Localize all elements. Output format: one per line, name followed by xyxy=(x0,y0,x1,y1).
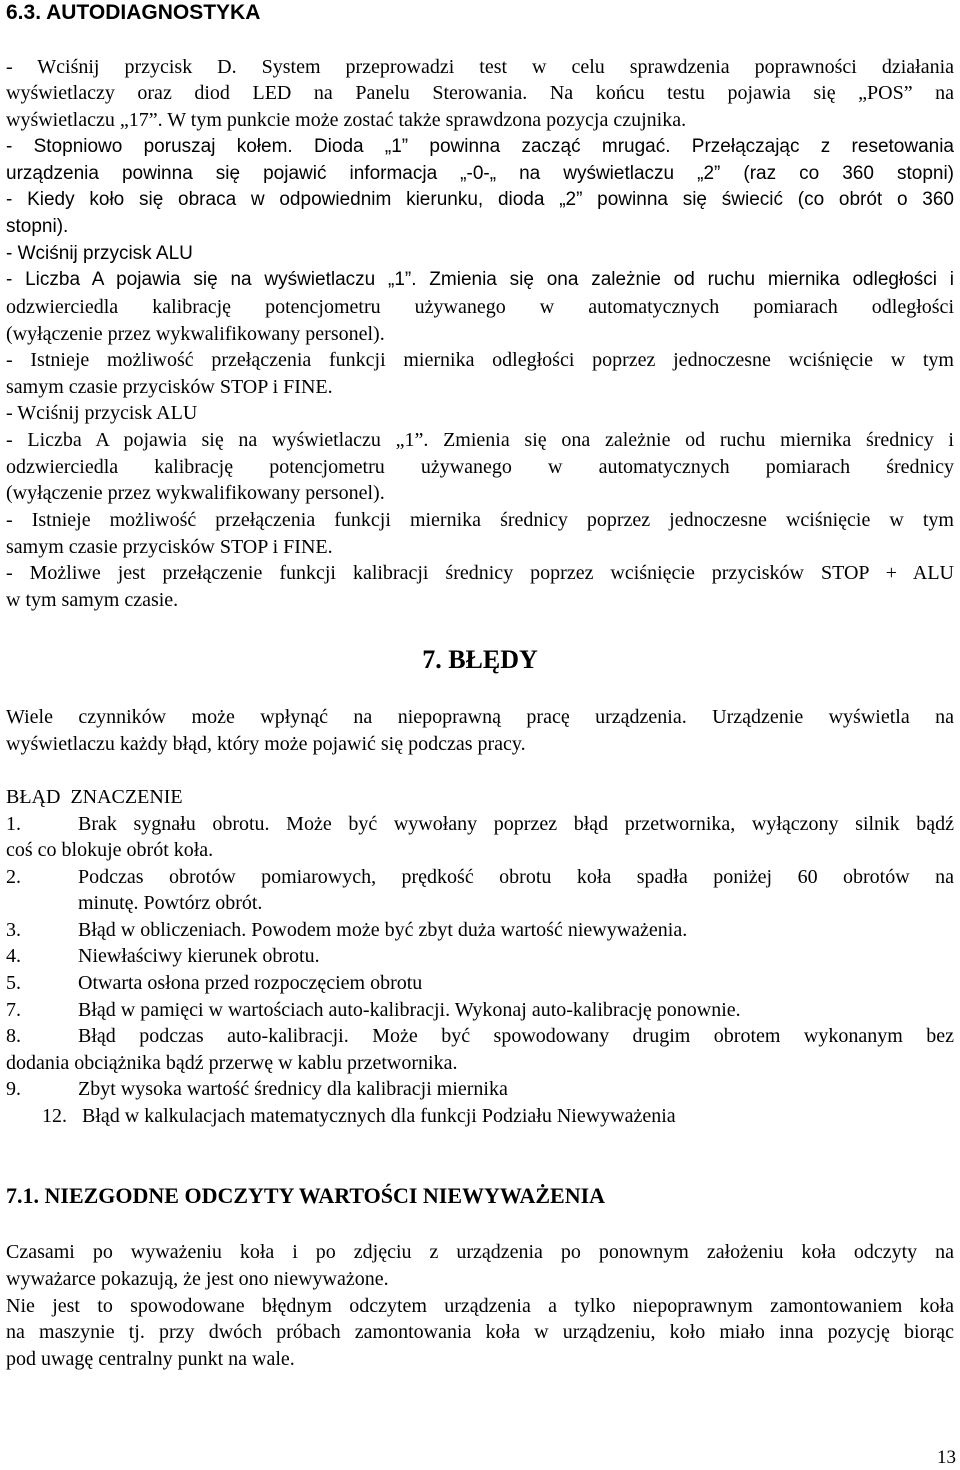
error-code: 7. xyxy=(6,999,21,1021)
section-heading-niezgodne-odczyty: 7.1. NIEZGODNE ODCZYTY WARTOŚCI NIEWYWAŻENIA xyxy=(6,1183,606,1208)
paragraph-line: odzwierciedla kalibrację potencjometru używanego w automatycznych pomiarach odległości xyxy=(6,296,954,318)
paragraph-line: - Możliwe jest przełączenie funkcji kalibracji średnicy poprzez wciśnięcie przycisków STOP + ALU xyxy=(6,562,954,584)
paragraph-line: samym czasie przycisków STOP i FINE. xyxy=(6,376,333,398)
paragraph-line: wyświetlaczy oraz diod LED na Panelu Sterowania. Na końcu testu pojawia się „POS” na xyxy=(6,82,954,104)
error-table-header: BŁĄD ZNACZENIE xyxy=(6,786,183,808)
error-text: Otwarta osłona przed rozpoczęciem obrotu xyxy=(78,972,423,994)
error-text: Błąd w kalkulacjach matematycznych dla funkcji Podziału Niewyważenia xyxy=(82,1105,676,1127)
error-code: 2. xyxy=(6,866,21,888)
paragraph-line: wyświetlaczu „17”. W tym punkcie może zostać także sprawdzona pozycja czujnika. xyxy=(6,109,687,131)
error-text: Błąd w pamięci w wartościach auto-kalibracji. Wykonaj auto-kalibrację ponownie. xyxy=(78,999,741,1021)
error-row xyxy=(6,1022,954,1050)
error-code: 3. xyxy=(6,919,21,941)
error-continuation: dodania obciążnika bądź przerwę w kablu przetwornika. xyxy=(6,1052,458,1074)
paragraph-line: - Liczba A pojawia się na wyświetlaczu „1”. Zmienia się ona zależnie od ruchu miernika średnicy i xyxy=(6,429,954,451)
paragraph-line: odzwierciedla kalibrację potencjometru używanego w automatycznych pomiarach średnicy xyxy=(6,456,954,478)
error-row xyxy=(6,916,954,944)
error-row xyxy=(6,863,954,891)
error-code: 5. xyxy=(6,972,21,994)
section-heading-autodiagnostyka: 6.3. AUTODIAGNOSTYKA xyxy=(6,1,261,24)
error-code: 12. xyxy=(42,1105,67,1127)
error-code: 8. xyxy=(6,1025,21,1047)
error-row xyxy=(6,996,954,1024)
paragraph-line: - Wciśnij przycisk ALU xyxy=(6,243,193,264)
error-code: 9. xyxy=(6,1078,21,1100)
error-row xyxy=(6,969,954,997)
paragraph-line: (wyłączenie przez wykwalifikowany personel). xyxy=(6,482,385,504)
error-text: Podczas obrotów pomiarowych, prędkość obrotu koła spadła poniżej 60 obrotów na xyxy=(78,866,954,888)
paragraph-line: - Istnieje możliwość przełączenia funkcji miernika średnicy poprzez jednoczesne wciśnięcie w tym xyxy=(6,509,954,531)
error-row xyxy=(6,942,954,970)
paragraph-line: urządzenia powinna się pojawić informacja „-0-„ na wyświetlaczu „2” (raz co 360 stopni) xyxy=(6,163,954,184)
paragraph-line: wyważarce pokazują, że jest ono niewyważone. xyxy=(6,1268,389,1290)
paragraph-line: Nie jest to spowodowane błędnym odczytem urządzenia a tylko niepoprawnym zamontowaniem koła xyxy=(6,1295,954,1317)
paragraph-line: - Kiedy koło się obraca w odpowiednim kierunku, dioda „2” powinna się świecić (co obrót o 360 xyxy=(6,189,954,210)
error-text: Brak sygnału obrotu. Może być wywołany poprzez błąd przetwornika, wyłączony silnik bądź xyxy=(78,813,954,835)
paragraph-line: Wiele czynników może wpłynąć na niepoprawną pracę urządzenia. Urządzenie wyświetla na xyxy=(6,706,954,728)
paragraph-line: - Liczba A pojawia się na wyświetlaczu „1”. Zmienia się ona zależnie od ruchu miernika odległości i xyxy=(6,269,954,290)
paragraph-line: w tym samym czasie. xyxy=(6,589,179,611)
error-row xyxy=(6,1075,954,1103)
error-text: Zbyt wysoka wartość średnicy dla kalibracji miernika xyxy=(78,1078,508,1100)
paragraph-line: na maszynie tj. przy dwóch próbach zamontowania koła w urządzeniu, koło miało inna pozycję biorąc xyxy=(6,1321,954,1343)
section-heading-bledy: 7. BŁĘDY xyxy=(422,645,538,674)
error-code: 1. xyxy=(6,813,21,835)
paragraph-line: stopni). xyxy=(6,216,69,237)
error-row xyxy=(42,1102,960,1130)
error-continuation: minutę. Powtórz obrót. xyxy=(78,892,263,914)
paragraph-line: pod uwagę centralny punkt na wale. xyxy=(6,1348,295,1370)
paragraph-line: (wyłączenie przez wykwalifikowany personel). xyxy=(6,323,385,345)
error-continuation: coś co blokuje obrót koła. xyxy=(6,839,214,861)
error-text: Niewłaściwy kierunek obrotu. xyxy=(78,945,320,967)
paragraph-line: Czasami po wyważeniu koła i po zdjęciu z urządzenia po ponownym założeniu koła odczyty na xyxy=(6,1241,954,1263)
paragraph-line: wyświetlaczu każdy błąd, który może pojawić się podczas pracy. xyxy=(6,733,526,755)
paragraph-line: samym czasie przycisków STOP i FINE. xyxy=(6,536,333,558)
paragraph-line: - Stopniowo poruszaj kołem. Dioda „1” powinna zacząć mrugać. Przełączając z resetowania xyxy=(6,136,954,157)
error-row xyxy=(6,810,954,838)
error-text: Błąd w obliczeniach. Powodem może być zbyt duża wartość niewyważenia. xyxy=(78,919,688,941)
paragraph-line: - Wciśnij przycisk ALU xyxy=(6,402,198,424)
paragraph-line: - Istnieje możliwość przełączenia funkcji miernika odległości poprzez jednoczesne wciśnięcie w tym xyxy=(6,349,954,371)
paragraph-line: - Wciśnij przycisk D. System przeprowadzi test w celu sprawdzenia poprawności działania xyxy=(6,56,954,78)
error-code: 4. xyxy=(6,945,21,967)
page-number: 13 xyxy=(937,1447,956,1468)
error-text: Błąd podczas auto-kalibracji. Może być spowodowany drugim obrotem wykonanym bez xyxy=(78,1025,954,1047)
